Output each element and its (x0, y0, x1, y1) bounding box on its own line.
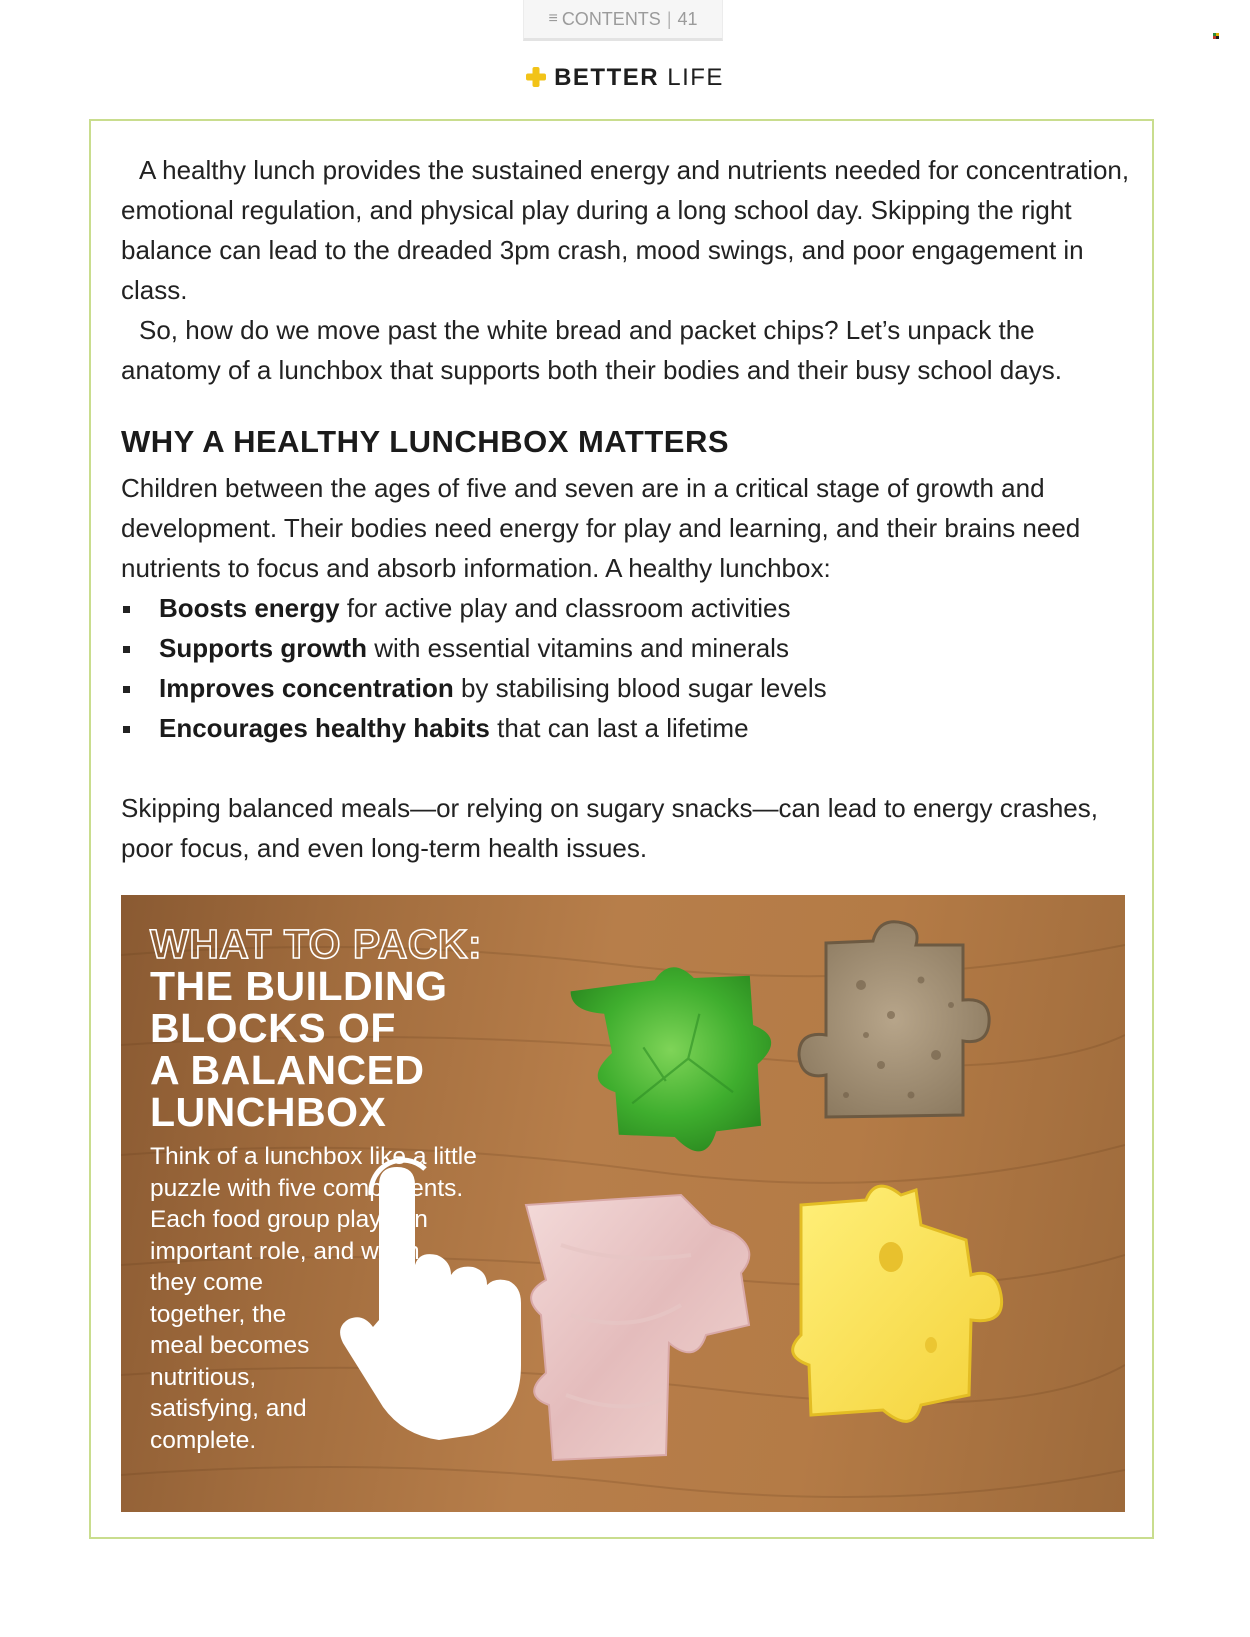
bullet-text: that can last a lifetime (489, 713, 749, 743)
feature-text (150, 1141, 530, 1456)
cheese-piece (793, 1186, 1002, 1421)
menu-icon: ≡ (548, 10, 558, 27)
feature-title-line: THE BUILDING (150, 963, 448, 1009)
feature-title-line: BLOCKS OF (150, 1005, 396, 1051)
feature-text-line: nutritious, (150, 1363, 257, 1391)
section-paragraph-block (121, 468, 1131, 588)
bullet-icon (123, 646, 130, 653)
divider: | (666, 8, 672, 29)
feature-text-line: satisfying, and (150, 1395, 307, 1422)
feature-text-line: together, the (150, 1300, 287, 1328)
bullet-text: with essential vitamins and minerals (366, 633, 789, 663)
list-item (121, 588, 827, 628)
bullet-bold: Improves concentration (159, 673, 454, 703)
closing-paragraph: Skipping balanced meals—or relying on sugary snacks—can lead to energy crashes, poor focus, and even long-term health issues. (121, 793, 1098, 863)
brand-light: LIFE (667, 64, 724, 91)
list-item (121, 668, 827, 708)
list-item (121, 628, 827, 668)
intro-paragraph-2: So, how do we move past the white bread and packet chips? Let’s unpack the anatomy of a lunchbox that supports both their bodies and their busy school days. (121, 315, 1062, 385)
feature-text-line: meal becomes (150, 1332, 310, 1359)
bullet-icon (123, 686, 130, 693)
contents-tab[interactable] (523, 0, 723, 41)
feature-text-line: Each food group plays an (150, 1206, 428, 1233)
lettuce-piece (571, 967, 772, 1151)
ham-piece (526, 1195, 749, 1460)
brand-bold: BETTER (554, 64, 660, 91)
feature-title-line: A BALANCED (150, 1047, 425, 1093)
feature-text-line: Think of a lunchbox like a little (150, 1143, 477, 1170)
page-number: 41 (677, 8, 698, 29)
contents-label: CONTENTS (561, 8, 661, 29)
section-heading: WHY A HEALTHY LUNCHBOX MATTERS (121, 424, 730, 459)
closing-block (121, 788, 1131, 868)
bullet-text: by stabilising blood sugar levels (453, 673, 827, 703)
feature-text-line: complete. (150, 1426, 257, 1454)
feature-panel (121, 895, 1125, 1512)
corner-marker-icon (1213, 33, 1221, 41)
feature-text-line: they come (150, 1269, 264, 1296)
section-paragraph: Children between the ages of five and seven are in a critical stage of growth and development. Their bodies need energy for play and learning, and their brains need nutrients to focus and absorb information. A healthy lunchbox: (121, 473, 1081, 583)
feature-text-line: important role, and when (150, 1237, 420, 1265)
benefit-list (121, 588, 827, 748)
bullet-bold: Encourages healthy habits (159, 713, 490, 743)
feature-title-line: LUNCHBOX (150, 1089, 387, 1135)
feature-text-line: puzzle with five components. (150, 1174, 464, 1202)
feature-title-outline: WHAT TO PACK: (150, 921, 483, 967)
bullet-text: for active play and classroom activities (339, 593, 791, 623)
feature-title (150, 923, 482, 1133)
intro-paragraph-1: A healthy lunch provides the sustained energy and nutrients needed for concentration, emotional regulation, and physical play during a long school day. Skipping the right balance can lead to the dreaded 3pm crash, mood swings, and poor engagement in class. (121, 155, 1130, 305)
bullet-bold: Boosts energy (159, 593, 340, 623)
plus-icon (526, 67, 546, 87)
list-item (121, 708, 827, 748)
intro (121, 150, 1131, 390)
section-header (0, 64, 1250, 92)
bread-piece (799, 922, 989, 1117)
bullet-bold: Supports growth (159, 633, 367, 663)
bullet-icon (123, 606, 130, 613)
bullet-icon (123, 726, 130, 733)
